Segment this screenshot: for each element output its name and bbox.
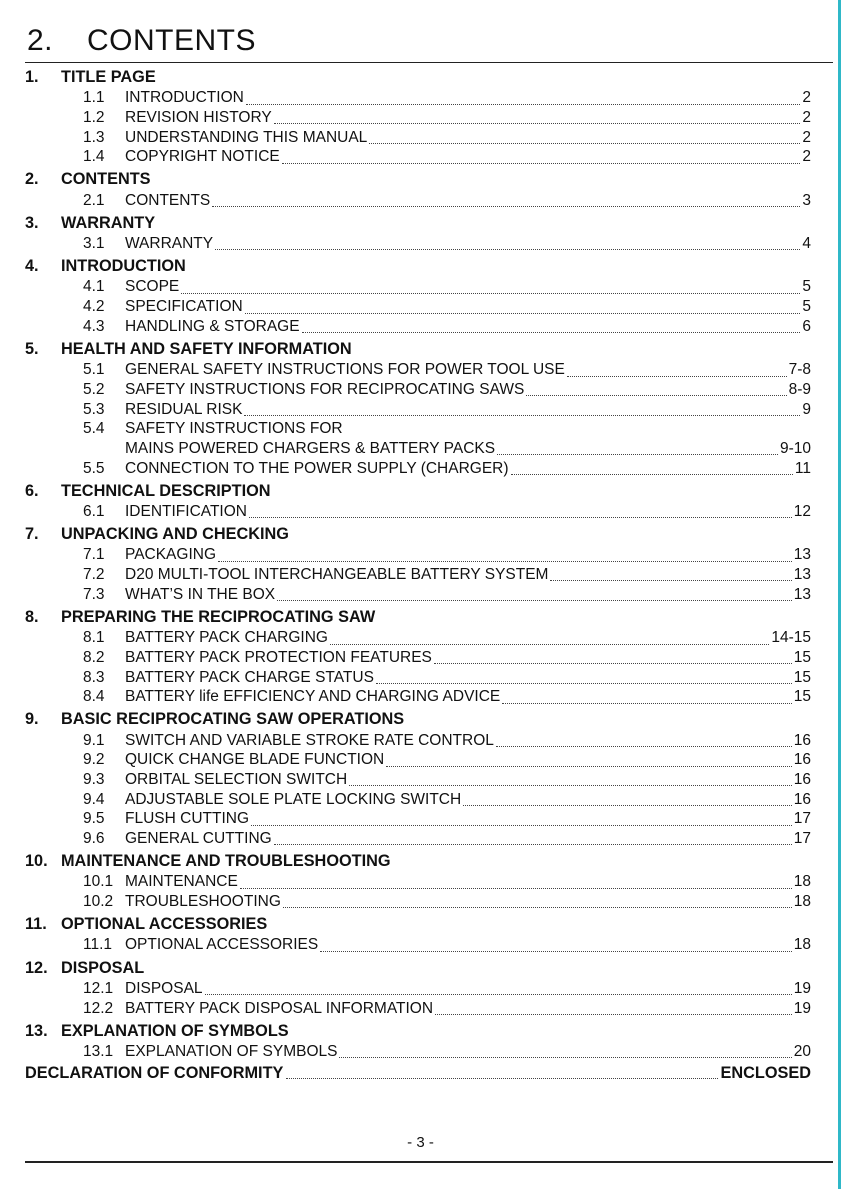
entry-number: 6.1 [83, 503, 105, 521]
toc-declaration-entry[interactable] [25, 1063, 811, 1084]
entry-page-number: 15 [793, 648, 811, 666]
toc-entry[interactable] [25, 1042, 811, 1062]
toc-section-heading[interactable] [25, 914, 811, 935]
entry-title: GENERAL CUTTING [125, 830, 272, 848]
section-title: TECHNICAL DESCRIPTION [61, 481, 271, 500]
dot-leader [240, 878, 792, 889]
entry-title: BATTERY PACK PROTECTION FEATURES [125, 648, 432, 666]
entry-number: 8.1 [83, 629, 105, 647]
entry-title: MAINTENANCE [125, 873, 238, 891]
section-title: TITLE PAGE [61, 68, 156, 86]
toc-entry[interactable] [25, 687, 811, 707]
section-title: DISPOSAL [61, 958, 145, 977]
toc-entry[interactable] [25, 502, 811, 522]
page-number: - 3 - [407, 1134, 434, 1151]
entry-number: 4.1 [83, 278, 105, 296]
dot-leader [496, 736, 792, 747]
dot-leader [215, 239, 800, 250]
toc-entry[interactable] [25, 790, 811, 810]
section-title: EXPLANATION OF SYMBOLS [61, 1021, 289, 1040]
entry-number: 9.2 [83, 751, 105, 769]
entry-title: REVISION HISTORY [125, 108, 272, 126]
section-number: 6. [25, 481, 39, 500]
dot-leader [282, 153, 801, 164]
entry-title: TROUBLESHOOTING [125, 893, 281, 911]
entry-title: D20 MULTI-TOOL INTERCHANGEABLE BATTERY SYSTEM [125, 566, 549, 584]
entry-page-number: 13 [793, 566, 811, 584]
entry-number: 5.4 [83, 420, 105, 438]
toc-entry[interactable] [25, 360, 811, 380]
toc-entry[interactable] [25, 750, 811, 770]
entry-number: 2.1 [83, 191, 105, 209]
entry-number: 13.1 [83, 1042, 114, 1060]
toc-entry[interactable] [25, 147, 811, 167]
toc-entry[interactable] [25, 892, 811, 912]
toc-entry[interactable] [25, 297, 811, 317]
entry-page-number: 15 [793, 668, 811, 686]
section-number: 9. [25, 710, 39, 729]
entry-number: 12.1 [83, 979, 114, 997]
entry-number: 9.4 [83, 790, 105, 808]
dot-leader [369, 133, 800, 144]
section-title: CONTENTS [61, 170, 151, 189]
entry-page-number: 2 [802, 89, 811, 107]
dot-leader [320, 941, 792, 952]
toc-entry[interactable] [25, 108, 811, 128]
page-title-text: CONTENTS [87, 24, 256, 57]
entry-number: 7.2 [83, 566, 105, 584]
entry-page-number: 7-8 [788, 361, 811, 379]
toc-entry[interactable] [25, 585, 811, 605]
entry-number: 4.2 [83, 298, 105, 316]
entry-page-number: 6 [802, 317, 811, 335]
entry-number: 8.4 [83, 688, 105, 706]
toc-entry[interactable] [25, 999, 811, 1019]
entry-number: 12.2 [83, 999, 114, 1017]
entry-page-number: 17 [793, 830, 811, 848]
toc-entry[interactable] [25, 668, 811, 688]
dot-leader [218, 551, 792, 562]
section-number: 10. [25, 852, 48, 871]
toc-section-heading[interactable] [25, 607, 811, 628]
toc-entry[interactable] [25, 400, 811, 420]
entry-page-number: 16 [793, 731, 811, 749]
entry-number: 9.3 [83, 770, 105, 788]
entry-number: 8.3 [83, 668, 105, 686]
entry-title: QUICK CHANGE BLADE FUNCTION [125, 751, 385, 769]
dot-leader [435, 1004, 792, 1015]
entry-number: 9.5 [83, 810, 105, 828]
toc-section-heading[interactable] [25, 213, 811, 234]
entry-page-number: 13 [793, 546, 811, 564]
entry-number: 4.3 [83, 317, 105, 335]
entry-page-number: 18 [793, 873, 811, 891]
entry-title: WARRANTY [125, 235, 214, 253]
section-title: UNPACKING AND CHECKING [61, 525, 289, 544]
toc-entry[interactable] [25, 872, 811, 892]
entry-number: 9.1 [83, 731, 105, 749]
dot-leader [245, 303, 801, 314]
section-title: INTRODUCTION [61, 257, 186, 276]
entry-page-number: 17 [793, 810, 811, 828]
dot-leader [349, 775, 792, 786]
dot-leader [376, 673, 792, 684]
entry-number: 10.2 [83, 893, 114, 911]
section-number: 11. [25, 915, 47, 934]
dot-leader [274, 113, 801, 124]
declaration-page: ENCLOSED [720, 1063, 811, 1082]
entry-title: PACKAGING [125, 546, 217, 564]
entry-page-number: 3 [802, 191, 811, 209]
entry-page-number: 9-10 [779, 439, 811, 457]
entry-title: ORBITAL SELECTION SWITCH [125, 770, 348, 788]
entry-number: 1.4 [83, 148, 105, 166]
entry-page-number: 12 [793, 503, 811, 521]
declaration-title: DECLARATION OF CONFORMITY [25, 1063, 284, 1082]
entry-title: EXPLANATION OF SYMBOLS [125, 1042, 338, 1060]
dot-leader [567, 366, 787, 377]
entry-page-number: 2 [802, 108, 811, 126]
entry-page-number: 16 [793, 770, 811, 788]
toc-entry[interactable] [25, 829, 811, 849]
page-title-number: 2. [27, 24, 54, 57]
entry-title: SCOPE [125, 278, 180, 296]
toc-entry[interactable] [25, 380, 811, 400]
toc-entry[interactable] [25, 128, 811, 148]
toc-entry[interactable] [25, 731, 811, 751]
toc-section-heading[interactable] [25, 67, 811, 88]
entry-title: SPECIFICATION [125, 298, 243, 316]
toc-section-heading[interactable] [25, 169, 811, 190]
dot-leader [497, 444, 778, 455]
dot-leader [277, 590, 792, 601]
entry-number: 10.1 [83, 873, 114, 891]
dot-leader [286, 1068, 717, 1079]
toc-entry[interactable] [25, 88, 811, 108]
entry-page-number: 18 [793, 936, 811, 954]
entry-number: 8.2 [83, 648, 105, 666]
entry-title: COPYRIGHT NOTICE [125, 148, 280, 166]
dot-leader [330, 634, 769, 645]
dot-leader [386, 756, 792, 767]
entry-number: 3.1 [83, 235, 105, 253]
footer-rule [25, 1161, 833, 1163]
entry-title: UNDERSTANDING THIS MANUAL [125, 128, 368, 146]
entry-number: 1.1 [83, 89, 105, 107]
toc-entry[interactable] [25, 648, 811, 668]
toc-entry[interactable] [25, 419, 811, 439]
toc-entry[interactable] [25, 234, 811, 254]
section-title: OPTIONAL ACCESSORIES [61, 915, 268, 934]
toc-section-heading[interactable] [25, 481, 811, 502]
entry-title: GENERAL SAFETY INSTRUCTIONS FOR POWER TOOL USE [125, 361, 565, 379]
entry-title: SWITCH AND VARIABLE STROKE RATE CONTROL [125, 731, 494, 749]
dot-leader [434, 653, 792, 664]
entry-title: RESIDUAL RISK [125, 400, 243, 418]
toc-section-heading[interactable] [25, 524, 811, 545]
entry-page-number: 16 [793, 751, 811, 769]
entry-page-number: 5 [802, 298, 811, 316]
dot-leader [526, 385, 786, 396]
entry-title: ADJUSTABLE SOLE PLATE LOCKING SWITCH [125, 790, 462, 808]
toc-entry[interactable] [25, 809, 811, 829]
section-number: 4. [25, 257, 39, 276]
toc-entry[interactable] [25, 317, 811, 337]
entry-title: BATTERY life EFFICIENCY AND CHARGING ADVICE [125, 688, 501, 706]
entry-number: 7.3 [83, 585, 105, 603]
entry-page-number: 16 [793, 790, 811, 808]
page-title [27, 24, 256, 58]
toc-section-heading[interactable] [25, 256, 811, 277]
entry-number: 1.2 [83, 108, 105, 126]
dot-leader [249, 507, 792, 518]
entry-title: CONTENTS [125, 191, 211, 209]
toc-entry[interactable] [25, 628, 811, 648]
dot-leader [502, 693, 792, 704]
entry-title: BATTERY PACK CHARGING [125, 629, 328, 647]
toc-entry[interactable] [25, 277, 811, 297]
section-title: MAINTENANCE AND TROUBLESHOOTING [61, 852, 391, 871]
entry-title: BATTERY PACK DISPOSAL INFORMATION [125, 999, 434, 1017]
entry-number: 11.1 [83, 936, 113, 954]
entry-page-number: 5 [802, 278, 811, 296]
section-number: 3. [25, 213, 39, 232]
entry-page-number: 19 [793, 979, 811, 997]
toc-section-heading[interactable] [25, 339, 811, 360]
dot-leader [244, 405, 800, 416]
entry-number: 5.2 [83, 380, 105, 398]
entry-page-number: 2 [802, 148, 811, 166]
entry-page-number: 18 [793, 893, 811, 911]
section-number: 5. [25, 339, 39, 358]
toc-section-heading[interactable] [25, 709, 811, 730]
dot-leader [205, 984, 792, 995]
dot-leader [302, 322, 801, 333]
dot-leader [511, 464, 793, 475]
toc-entry[interactable] [25, 770, 811, 790]
entry-page-number: 13 [793, 585, 811, 603]
entry-title: DISPOSAL [125, 979, 203, 997]
section-number: 2. [25, 170, 39, 189]
entry-page-number: 9 [802, 400, 811, 418]
entry-title: MAINS POWERED CHARGERS & BATTERY PACKS [125, 439, 496, 457]
entry-number: 5.3 [83, 400, 105, 418]
entry-title: BATTERY PACK CHARGE STATUS [125, 668, 374, 686]
dot-leader [274, 834, 792, 845]
toc-entry[interactable] [25, 935, 811, 955]
entry-title: SAFETY INSTRUCTIONS FOR RECIPROCATING SAWS [125, 380, 525, 398]
section-title: WARRANTY [61, 213, 156, 232]
dot-leader [212, 196, 800, 207]
section-number: 13. [25, 1021, 48, 1040]
toc-entry[interactable] [25, 191, 811, 211]
dot-leader [283, 897, 792, 908]
entry-title: SAFETY INSTRUCTIONS FOR [125, 420, 343, 438]
toc-entry[interactable] [25, 459, 811, 479]
table-of-contents [25, 67, 811, 1084]
entry-title: FLUSH CUTTING [125, 810, 249, 828]
entry-number: 5.5 [83, 459, 105, 477]
entry-page-number: 4 [802, 235, 811, 253]
toc-entry[interactable] [25, 439, 811, 459]
entry-page-number: 14-15 [771, 629, 811, 647]
entry-page-number: 20 [793, 1042, 811, 1060]
toc-section-heading[interactable] [25, 1021, 811, 1042]
dot-leader [339, 1047, 791, 1058]
entry-page-number: 2 [802, 128, 811, 146]
entry-title: INTRODUCTION [125, 89, 244, 107]
entry-title: HANDLING & STORAGE [125, 317, 300, 335]
entry-number: 7.1 [83, 546, 105, 564]
toc-section-heading[interactable] [25, 958, 811, 979]
section-number: 7. [25, 525, 39, 544]
section-title: PREPARING THE RECIPROCATING SAW [61, 607, 376, 626]
section-number: 1. [25, 68, 39, 86]
entry-title: IDENTIFICATION [125, 503, 247, 521]
entry-page-number: 19 [793, 999, 811, 1017]
section-number: 8. [25, 607, 39, 626]
entry-number: 1.3 [83, 128, 105, 146]
entry-page-number: 8-9 [788, 380, 811, 398]
toc-entry[interactable] [25, 545, 811, 565]
entry-title: WHAT’S IN THE BOX [125, 585, 276, 603]
toc-section-heading[interactable] [25, 851, 811, 872]
entry-number: 5.1 [83, 361, 105, 379]
dot-leader [246, 94, 801, 105]
section-number: 12. [25, 958, 48, 977]
section-title: HEALTH AND SAFETY INFORMATION [61, 339, 352, 358]
dot-leader [463, 795, 792, 806]
header-rule [25, 62, 833, 63]
entry-title: OPTIONAL ACCESSORIES [125, 936, 319, 954]
entry-page-number: 11 [794, 459, 811, 477]
dot-leader [181, 283, 800, 294]
toc-entry[interactable] [25, 979, 811, 999]
entry-title: CONNECTION TO THE POWER SUPPLY (CHARGER) [125, 459, 509, 477]
entry-number: 9.6 [83, 830, 105, 848]
entry-page-number: 15 [793, 688, 811, 706]
toc-entry[interactable] [25, 565, 811, 585]
section-title: BASIC RECIPROCATING SAW OPERATIONS [61, 710, 405, 729]
dot-leader [550, 570, 791, 581]
dot-leader [251, 815, 792, 826]
